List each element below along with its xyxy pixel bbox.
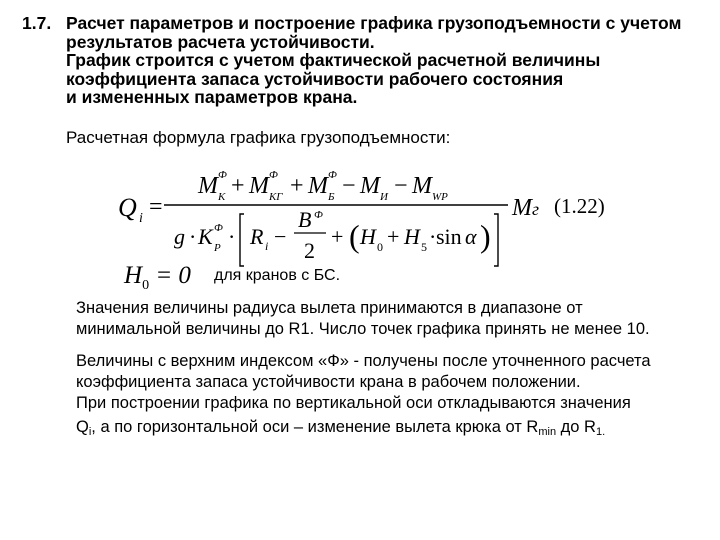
svg-text:г: г: [532, 199, 540, 219]
svg-text:2: 2: [304, 238, 315, 263]
rmin-subscript: min: [538, 426, 557, 438]
radius-range-paragraph: [76, 298, 650, 340]
svg-text:Ф: Ф: [214, 222, 223, 234]
svg-text:M: M: [249, 173, 269, 199]
svg-text:H: H: [360, 224, 376, 249]
q-subscript: i: [88, 426, 92, 438]
svg-text:M: M: [412, 173, 432, 199]
svg-text:R: R: [250, 224, 264, 249]
svg-text:Б: Б: [328, 191, 335, 203]
svg-text:WP: WP: [432, 191, 448, 203]
para1-line-2: минимальной величины до R1. Число точек графика принять не менее 10.: [76, 320, 650, 338]
svg-text:=: =: [149, 194, 163, 220]
svg-text:Ф: Ф: [269, 169, 278, 181]
section-heading: [22, 14, 712, 107]
para2-line-2: коэффициента запаса устойчивости крана в рабочем положении.: [76, 373, 581, 391]
heading-line-3: График строится с учетом фактической расчетной величины: [66, 50, 601, 71]
svg-text:−: −: [342, 173, 356, 199]
svg-text:Ф: Ф: [328, 169, 337, 181]
svg-text:P: P: [214, 242, 221, 254]
svg-text:Ф: Ф: [314, 209, 323, 221]
h0-equation: $H_0 = 0$: [124, 262, 191, 293]
para2-line-3: При построении графика по вертикальной оси откладываются значения: [76, 394, 631, 412]
axis-note-line: [76, 417, 605, 443]
h0-note: для кранов с БС.: [214, 267, 341, 284]
load-capacity-formula: [116, 160, 616, 270]
svg-text:K: K: [218, 191, 226, 203]
svg-text:+: +: [331, 224, 344, 249]
svg-text:−: −: [274, 224, 287, 249]
heading-line-2: результатов расчета устойчивости.: [66, 31, 375, 52]
svg-text:g: g: [174, 224, 185, 249]
formula-intro: Расчетная формула графика грузоподъемности:: [66, 128, 451, 147]
svg-text:И: И: [380, 191, 388, 203]
svg-text:): ): [480, 218, 491, 254]
heading-line-5: и измененных параметров крана.: [66, 87, 358, 108]
svg-text:H: H: [404, 224, 420, 249]
svg-text:K: K: [198, 224, 213, 249]
r1-subscript: 1.: [595, 426, 606, 438]
svg-text:Q: Q: [118, 193, 137, 222]
svg-text:i: i: [139, 211, 143, 226]
svg-text:(: (: [349, 218, 360, 254]
heading-line-4: коэффициента запаса устойчивости рабочего состояния: [66, 68, 564, 89]
svg-text:M: M: [512, 195, 532, 221]
svg-text:M: M: [308, 173, 328, 199]
svg-text:·: ·: [228, 224, 236, 249]
heading-line-1: Расчет параметров и построение графика грузоподъемности с учетом: [66, 13, 682, 33]
svg-text:−: −: [394, 173, 408, 199]
svg-text:·: ·: [429, 224, 437, 249]
axis-note-tail: до R: [556, 418, 596, 436]
section-number: 1.7.: [22, 13, 52, 33]
svg-text:Ф: Ф: [218, 169, 227, 181]
svg-text:+: +: [290, 173, 304, 199]
svg-text:M: M: [360, 173, 380, 199]
svg-text:sin: sin: [436, 224, 462, 249]
axis-note-text: , а по горизонтальной оси – изменение вылета крюка от R: [91, 418, 539, 436]
q-symbol: Q: [76, 418, 89, 436]
svg-text:B: B: [298, 207, 312, 232]
svg-text:α: α: [465, 224, 477, 249]
svg-text:0: 0: [377, 240, 383, 254]
para1-line-1: Значения величины радиуса вылета принимаются в диапазоне от: [76, 299, 583, 317]
svg-text:M: M: [198, 173, 218, 199]
superscript-note-paragraph: [76, 351, 651, 414]
svg-text:КГ: КГ: [269, 191, 283, 203]
formula-graphic: [116, 160, 616, 270]
svg-text:+: +: [231, 173, 245, 199]
svg-text:·: ·: [189, 224, 197, 249]
svg-text:i: i: [265, 239, 269, 253]
para2-line-1: Величины с верхним индексом «Ф» - получены после уточненного расчета: [76, 352, 651, 370]
svg-text:5: 5: [421, 240, 427, 254]
svg-text:(1.22): (1.22): [554, 194, 605, 218]
svg-text:+: +: [387, 224, 400, 249]
